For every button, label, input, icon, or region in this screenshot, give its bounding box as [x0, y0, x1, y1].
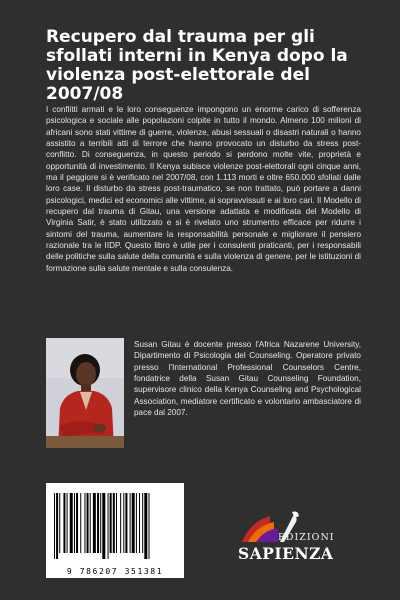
barcode-bar: [125, 493, 127, 553]
barcode-bar: [93, 493, 96, 553]
barcode-bar: [76, 493, 78, 553]
barcode-bar: [132, 493, 135, 553]
barcode-bar: [100, 493, 101, 553]
barcode-bar: [70, 493, 73, 553]
isbn-barcode: [46, 483, 184, 578]
barcode-bar: [87, 493, 89, 553]
publisher-name: SAPIENZA: [238, 544, 334, 563]
barcode-bar: [74, 493, 75, 553]
barcode-bar: [110, 493, 112, 553]
barcode-bar: [113, 493, 115, 553]
barcode-bar: [116, 493, 117, 553]
barcode-bar: [56, 493, 58, 559]
publisher-label-top: EDIZIONI: [278, 532, 335, 543]
barcode-bar: [130, 493, 131, 553]
barcode-bar: [90, 493, 91, 553]
barcode-bar: [136, 493, 137, 553]
barcode-bar: [120, 493, 121, 553]
book-title: Recupero dal trauma per gli sfollati interni in Kenya dopo la violenza post-elettorale del 2007/08: [46, 27, 348, 104]
publisher-logo-block: [236, 508, 346, 570]
author-bio: Susan Gitau è docente presso l'Africa Nazarene University, Dipartimento di Psicologia del Counseling. Operatore privato presso l'International Professional Counselors Centre, fondatrice della Susan Gitau Counseling Foundation, supervisore clinico della Kenya Counseling and Psychological Association, mediatore certificato e volontario ambasciatore di pace dal 2007.: [134, 340, 361, 418]
barcode-bars: [46, 483, 184, 565]
barcode-bar: [63, 493, 65, 553]
barcode-bar: [142, 493, 143, 553]
author-photo: [46, 338, 124, 448]
barcode-bar: [80, 493, 81, 553]
barcode-bar: [54, 493, 55, 559]
barcode-bar: [149, 493, 150, 559]
barcode-bar: [67, 493, 68, 553]
barcode-bar: [139, 493, 140, 553]
barcode-bar: [84, 493, 85, 553]
barcode-bar: [123, 493, 124, 553]
barcode-bar: [144, 493, 147, 559]
barcode-bar: [97, 493, 99, 553]
isbn-digits: 9 786207 351381: [66, 567, 164, 576]
book-description: I conflitti armati e le loro conseguenze impongono un enorme carico di sofferenza psicologica e sociale alle popolazioni colpite in tutto il mondo. Almeno 100 milioni di africani sono stati vittime di guerre, violenze, abusi sessuali o disastri naturali o hanno assistito a terribili atti di terrore che hanno provocato un disturbo da stress post-conflitto. Di conseguenza, in questo periodo si perdono molte vite, proprietà e opportunità di investimento. Il Kenya subisce violenze post-elettorali ogni cinque anni, ma il peggiore si è verificato nel 2007/08, con 1.113 morti e oltre 650.000 sfollati dalle loro case. Il disturbo da stress post-traumatico, se non trattato, può portare a danni psicologici, medici ed economici alle vittime, ai sopravvissuti e ai loro cari. Il Modello di recupero dal trauma di Gitau, una versione adattata e modificata del Modello di Virginia Satir, è stato utilizzato e si è rivelato uno strumento efficace per ridurre i sintomi del trauma, aumentare la responsabilità personale e migliorare il pensiero razionale tra le IIDP. Questo libro è utile per i consulenti praticanti, per i responsabili delle politiche sulla salute della comunità e sulla violenza di genere, per le istituzioni di formazione sulla salute mentale e sulla consulenza.: [46, 105, 361, 273]
barcode-bar: [102, 493, 105, 559]
barcode-bar: [108, 493, 109, 559]
barcode-bar: [59, 493, 60, 553]
